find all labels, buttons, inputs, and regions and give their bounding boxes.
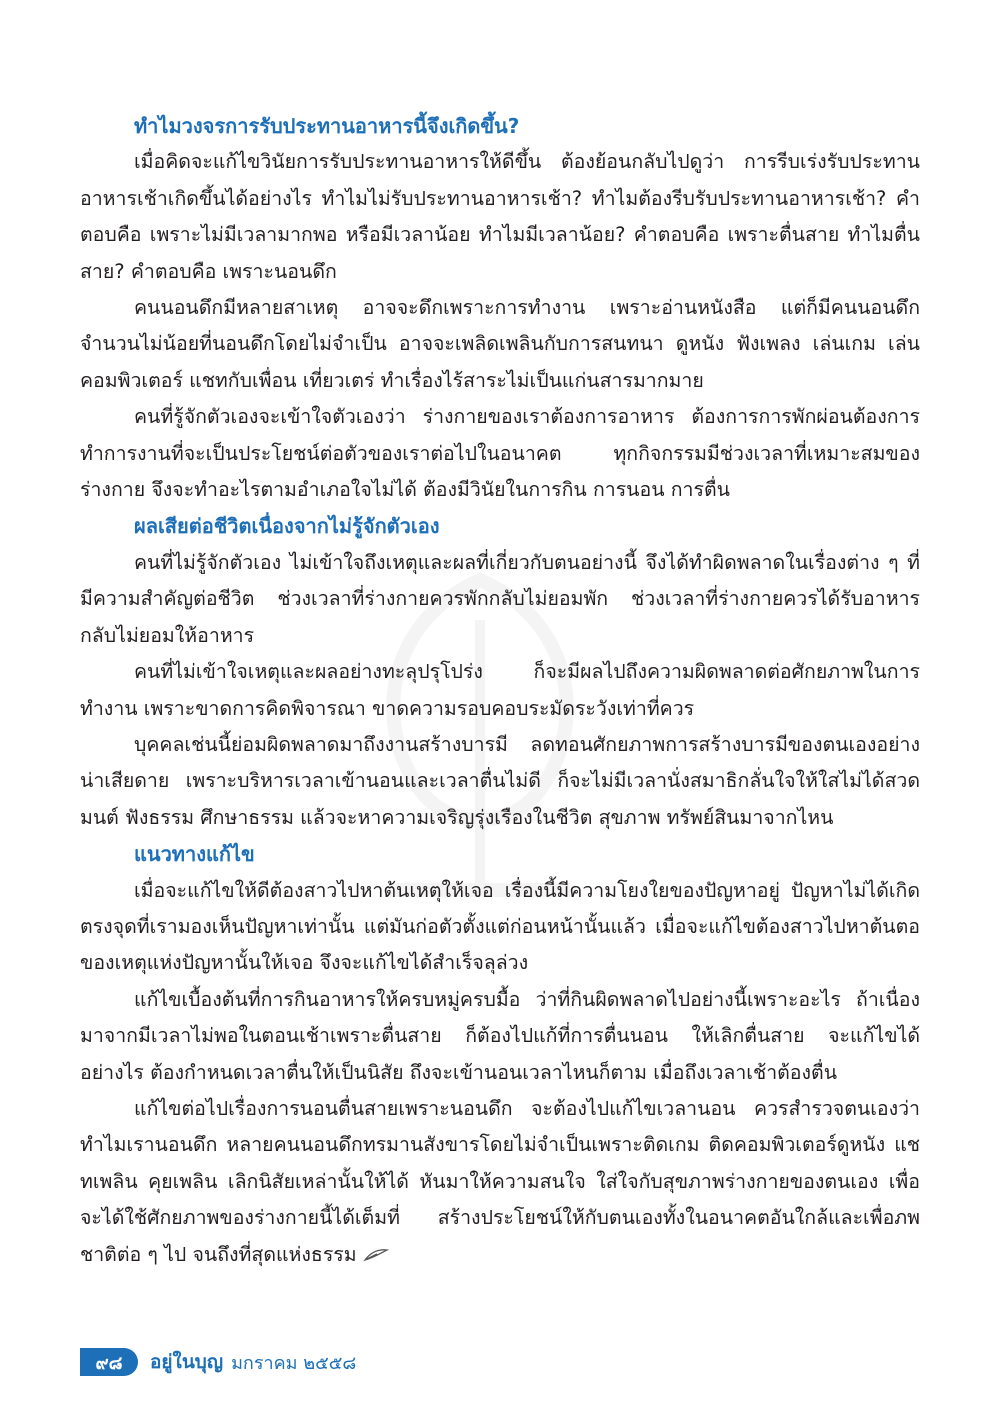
paragraph: เมื่อคิดจะแก้ไขวินัยการรับประทานอาหารให้ดีขึ้น ต้องย้อนกลับไปดูว่า การรีบเร่งรับประทานอาหารเช้าเกิดขึ้นได้อย่างไร ทำไมไม่รับประทานอาหารเช้า? ทำไมต้องรีบรับประทานอาหารเช้า? คำตอบคือ เพราะไม่มีเวลามากพอ หรือมีเวลาน้อย ทำไมมีเวลาน้อย? คำตอบคือ เพราะตื่นสาย ทำไมตื่นสาย? คำตอบคือ เพราะนอนดึก <box>80 150 920 283</box>
section-heading-solution: แนวทางแก้ไข <box>134 842 255 867</box>
paragraph: คนที่ไม่รู้จักตัวเอง ไม่เข้าใจถึงเหตุและผลที่เกี่ยวกับตนอย่างนี้ จึงได้ทำผิดพลาดในเรื่องต่าง ๆ ที่มีความสำคัญต่อชีวิต ช่วงเวลาที่ร่างกายควรพักกลับไม่ยอมพัก ช่วงเวลาที่ร่างกายควรได้รับอาหารกลับไม่ยอมให้อาหาร <box>80 550 920 647</box>
paragraph: คนที่ไม่เข้าใจเหตุและผลอย่างทะลุปรุโปร่ง ก็จะมีผลไปถึงความผิดพลาดต่อศักยภาพในการทำงาน เพราะขาดการคิดพิจารณา ขาดความรอบคอบระมัดระวังเท่าที่ควร <box>80 660 920 720</box>
page-footer <box>80 1346 356 1378</box>
article-body <box>80 108 920 1273</box>
paragraph-last <box>80 1091 920 1273</box>
paragraph: คนนอนดึกมีหลายสาเหตุ อาจจะดึกเพราะการทำงาน เพราะอ่านหนังสือ แต่ก็มีคนนอนดึกจำนวนไม่น้อยที่นอนดึกโดยไม่จำเป็น อาจจะเพลิดเพลินกับการสนทนา ดูหนัง ฟังเพลง เล่นเกม เล่นคอมพิวเตอร์ แชทกับเพื่อน เที่ยวเตร่ ทำเรื่องไร้สาระไม่เป็นแก่นสารมากมาย <box>80 296 920 392</box>
paragraph: เมื่อจะแก้ไขให้ดีต้องสาวไปหาต้นเหตุให้เจอ เรื่องนี้มีความโยงใยของปัญหาอยู่ ปัญหาไม่ได้เกิดตรงจุดที่เรามองเห็นปัญหาเท่านั้น แต่มันก่อตัวตั้งแต่ก่อนหน้านั้นแล้ว เมื่อจะแก้ไขต้องสาวไปหาต้นตอของเหตุแห่งปัญหานั้นให้เจอ จึงจะแก้ไขได้สำเร็จลุล่วง <box>80 878 920 975</box>
paragraph: บุคคลเช่นนี้ย่อมผิดพลาดมาถึงงานสร้างบารมี ลดทอนศักยภาพการสร้างบารมีของตนเองอย่างน่าเสียดาย เพราะบริหารเวลาเข้านอนและเวลาตื่นไม่ดี ก็จะไม่มีเวลานั่งสมาธิกลั่นใจให้ใสไม่ได้สวดมนต์ ฟังธรรม ศึกษาธรรม แล้วจะหาความเจริญรุ่งเรืองในชีวิต สุขภาพ ทรัพย์สินมาจากไหน <box>80 732 920 829</box>
paragraph: แก้ไขเบื้องต้นที่การกินอาหารให้ครบหมู่ครบมื้อ ว่าที่กินผิดพลาดไปอย่างนี้เพราะอะไร ถ้าเนื่องมาจากมีเวลาไม่พอในตอนเช้าเพราะตื่นสาย ก็ต้องไปแก้ที่การตื่นนอน ให้เลิกตื่นสาย จะแก้ไขได้อย่างไร ต้องกำหนดเวลาตื่นให้เป็นนิสัย ถึงจะเข้านอนเวลาไหนก็ตาม เมื่อถึงเวลาเช้าต้องตื่น <box>80 987 920 1084</box>
section-heading-effects: ผลเสียต่อชีวิตเนื่องจากไม่รู้จักตัวเอง <box>134 514 440 539</box>
magazine-title: อยู่ในบุญ <box>150 1351 224 1373</box>
page-number: ๙๘ <box>80 1348 138 1376</box>
paragraph: คนที่รู้จักตัวเองจะเข้าใจตัวเองว่า ร่างกายของเราต้องการอาหาร ต้องการการพักผ่อนต้องการทำการงานที่จะเป็นประโยชน์ต่อตัวของเราต่อไปในอนาคต ทุกกิจกรรมมีช่วงเวลาที่เหมาะสมของร่างกาย จึงจะทำอะไรตามอำเภอใจไม่ได้ ต้องมีวินัยในการกิน การนอน การตื่น <box>80 405 920 502</box>
feather-end-icon <box>363 1248 389 1262</box>
paragraph-text: แก้ไขต่อไปเรื่องการนอนตื่นสายเพราะนอนดึก จะต้องไปแก้ไขเวลานอน ควรสำรวจตนเองว่าทำไมเรานอนดึก หลายคนนอนดึกทรมานสังขารโดยไม่จำเป็นเพราะติดเกม ติดคอมพิวเตอร์ดูหนัง แชทเพลิน คุยเพลิน เลิกนิสัยเหล่านั้นให้ได้ หันมาให้ความสนใจ ใส่ใจกับสุขภาพร่างกายของตนเอง เพื่อจะได้ใช้ศักยภาพของร่างกายนี้ได้เต็มที่ สร้างประโยชน์ให้กับตนเองทั้งในอนาคตอันใกล้และเพื่อภพชาติต่อ ๆ ไป จนถึงที่สุดแห่งธรรม <box>80 1096 920 1266</box>
issue-date: มกราคม ๒๕๕๘ <box>231 1352 357 1374</box>
section-heading-why: ทำไมวงจรการรับประทานอาหารนี้จึงเกิดขึ้น? <box>134 114 520 138</box>
